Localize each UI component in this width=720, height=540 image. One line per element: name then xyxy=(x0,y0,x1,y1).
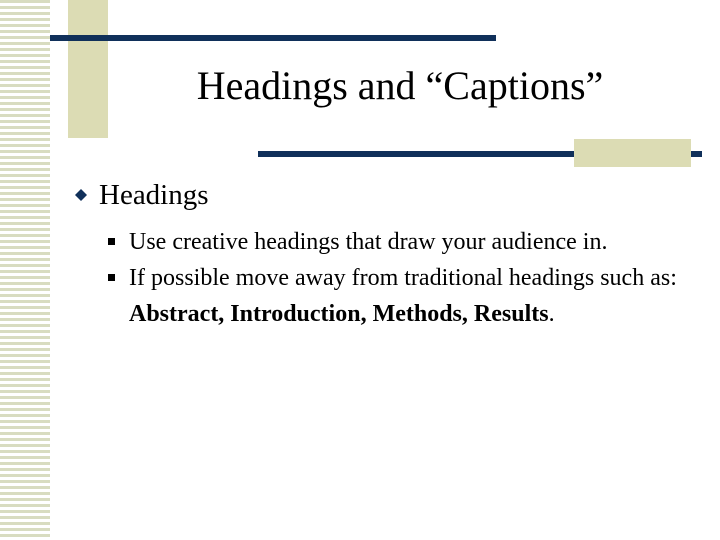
bullet-label: Headings xyxy=(99,179,209,211)
decorative-olive-block-left xyxy=(68,0,108,138)
sub-bullet-item xyxy=(105,260,705,332)
decorative-olive-block-right xyxy=(574,139,691,167)
sub-bullet-item xyxy=(105,224,705,260)
decorative-stripe-band xyxy=(0,0,50,540)
sub-bullet-bold-text: Abstract, Introduction, Methods, Results xyxy=(129,301,549,327)
diamond-bullet-icon xyxy=(75,189,87,201)
bullet-headings xyxy=(75,178,209,213)
slide-title: Headings and “Captions” xyxy=(196,63,604,108)
decorative-top-bar xyxy=(50,35,496,41)
square-bullet-icon xyxy=(108,238,115,245)
square-bullet-icon xyxy=(108,274,115,281)
sub-bullet-list xyxy=(105,224,705,332)
sub-bullet-text: If possible move away from traditional headings such as: xyxy=(129,265,677,291)
sub-bullet-text: Use creative headings that draw your audience in. xyxy=(129,229,608,255)
sub-bullet-text-end: . xyxy=(548,301,555,327)
